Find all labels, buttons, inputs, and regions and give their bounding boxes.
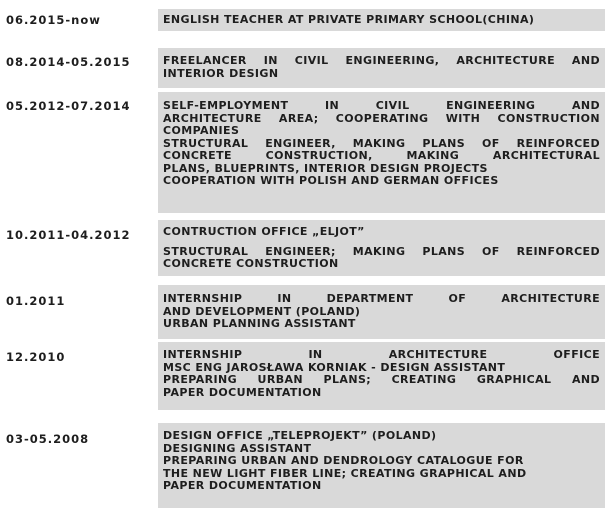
- entry-description: [163, 14, 600, 27]
- entry-line: MSC ENG JAROSŁAWA KORNIAK - DESIGN ASSISTANT: [163, 361, 506, 374]
- entry-description: [163, 100, 600, 188]
- entry-date: 12.2010: [6, 350, 66, 364]
- entry-line: THE NEW LIGHT FIBER LINE; CREATING GRAPHICAL AND: [163, 467, 527, 480]
- entry-line: COMPANIES: [163, 125, 240, 137]
- entry-line: STRUCTURAL ENGINEER, MAKING PLANS OF REINFORCED: [163, 137, 600, 150]
- entry-line: SELF-EMPLOYMENT IN CIVIL ENGINEERING AND: [163, 100, 600, 112]
- entry-line: FREELANCER IN CIVIL ENGINEERING, ARCHITECTURE AND: [163, 55, 600, 67]
- entry-date: 10.2011-04.2012: [6, 228, 131, 242]
- entry-description: [163, 293, 600, 331]
- entry-description: [163, 349, 600, 399]
- entry-line: ENGLISH TEACHER AT PRIVATE PRIMARY SCHOOL(CHINA): [163, 14, 535, 26]
- entry-line: DESIGN OFFICE „TELEPROJEKT” (POLAND): [163, 430, 437, 442]
- entry-date: 01.2011: [6, 294, 66, 308]
- entry-line: PAPER DOCUMENTATION: [163, 386, 322, 399]
- entry-line: INTERIOR DESIGN: [163, 67, 279, 80]
- entry-line: INTERNSHIP IN ARCHITECTURE OFFICE: [163, 349, 600, 361]
- entry-date: 08.2014-05.2015: [6, 55, 131, 69]
- entry-line: PLANS, BLUEPRINTS, INTERIOR DESIGN PROJECTS: [163, 162, 488, 175]
- entry-line: STRUCTURAL ENGINEER; MAKING PLANS OF REINFORCED: [163, 245, 600, 258]
- entry-description: [163, 55, 600, 80]
- entry-date: 05.2012-07.2014: [6, 99, 131, 113]
- entry-description: [163, 226, 600, 271]
- entry-line: PAPER DOCUMENTATION: [163, 480, 322, 492]
- entry-line: PREPARING URBAN AND DENDROLOGY CATALOGUE FOR: [163, 455, 524, 467]
- entry-description: [163, 430, 600, 493]
- entry-line: CONCRETE CONSTRUCTION, MAKING ARCHITECTURAL: [163, 150, 600, 162]
- entry-line: COOPERATION WITH POLISH AND GERMAN OFFICES: [163, 175, 499, 187]
- entry-date: 03-05.2008: [6, 432, 90, 446]
- entry-line: PREPARING URBAN PLANS; CREATING GRAPHICAL AND: [163, 374, 600, 386]
- entry-line: ARCHITECTURE AREA; COOPERATING WITH CONSTRUCTION: [163, 112, 600, 125]
- entry-line: CONCRETE CONSTRUCTION: [163, 258, 339, 270]
- entry-line: URBAN PLANNING ASSISTANT: [163, 318, 356, 330]
- entry-line: CONTRUCTION OFFICE „ELJOT”: [163, 226, 365, 238]
- entry-line: INTERNSHIP IN DEPARTMENT OF ARCHITECTURE: [163, 293, 600, 305]
- entry-date: 06.2015-now: [6, 13, 101, 27]
- entry-line: AND DEVELOPMENT (POLAND): [163, 305, 361, 318]
- entry-line: DESIGNING ASSISTANT: [163, 442, 312, 455]
